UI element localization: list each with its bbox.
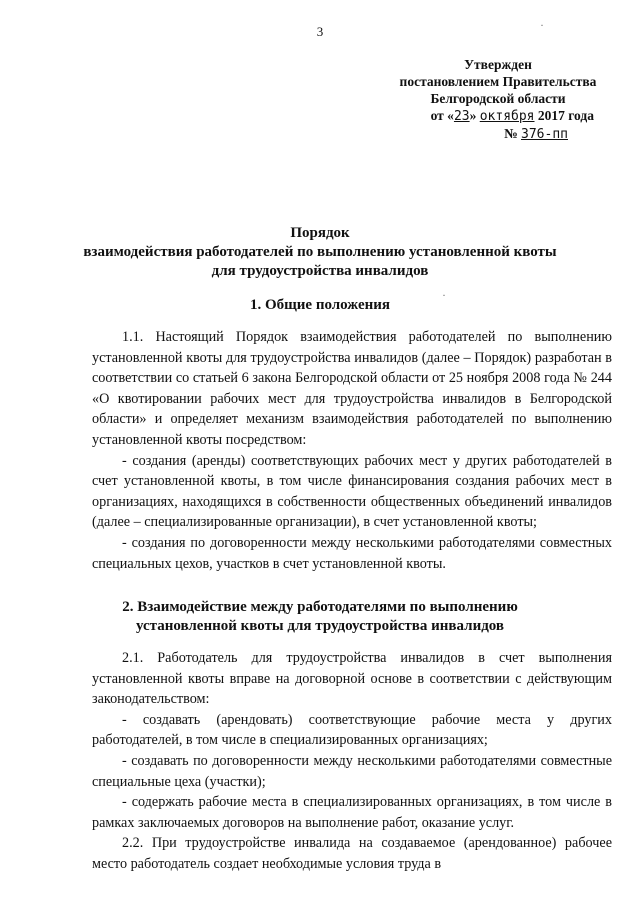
section-1-heading: 1. Общие положения <box>249 297 391 313</box>
section-1-body <box>92 327 612 574</box>
number-prefix: № <box>504 126 518 141</box>
section-2-paragraph: 2.1. Работодатель для трудоустройства инвалидов в счет выполнения установленной квоты вправе на договорной основе в соответствии с действующим законодательством: <box>92 650 612 708</box>
approval-line-1: Утвержден <box>464 57 532 72</box>
date-year: 2017 года <box>537 108 594 123</box>
approval-block <box>378 56 618 143</box>
section-2-list-item: - создавать (арендовать) соответствующие рабочие места у других работодателей, в том числе в специализированных организациях; <box>92 711 612 749</box>
section-2-heading <box>0 598 640 636</box>
approval-line-2: постановлением Правительства <box>399 74 597 89</box>
document-title <box>0 224 640 281</box>
section-2-body <box>92 648 612 875</box>
approval-number <box>378 125 618 143</box>
date-mid: » <box>469 108 477 123</box>
title-line-1: Порядок <box>290 225 350 241</box>
approval-date <box>378 107 618 125</box>
scan-speck: · <box>540 18 544 32</box>
date-month: октября <box>479 109 535 124</box>
approval-line-3: Белгородской области <box>430 91 566 106</box>
section-2-list-item: - создавать по договоренности между несколькими работодателями совместные специальные цеха (участки); <box>92 752 612 790</box>
date-day: 23 <box>453 109 470 124</box>
scan-speck: · <box>442 288 446 302</box>
section-1-list-item: - создания по договоренности между несколькими работодателями совместных специальных цехов, участков в счет установленной квоты. <box>92 534 612 572</box>
section-2-heading-line-1: 2. Взаимодействие между работодателями по выполнению <box>122 599 518 615</box>
page-number: 3 <box>316 24 324 39</box>
section-2-heading-line-2: установленной квоты для трудоустройства инвалидов <box>135 618 505 634</box>
date-prefix: от « <box>430 108 454 123</box>
section-2-list-item: - содержать рабочие места в специализированных организациях, в том числе в рамках заключаемых договоров на выполнение работ, оказание услуг. <box>92 794 612 831</box>
section-2-paragraph: 2.2. При трудоустройстве инвалида на создаваемое (арендованное) рабочее место работодатель создает необходимые условия труда в <box>92 835 612 872</box>
number-value: 376-пп <box>521 127 568 142</box>
section-1-list-item: - создания (аренды) соответствующих рабочих мест у других работодателей в счет установленной квоты, в том числе финансирования создания рабочих мест в организациях, находящихся в собственности общественных объединений инвалидов (далее – специализированные организации), в счет установленной квоты; <box>92 452 612 531</box>
section-1-paragraph: 1.1. Настоящий Порядок взаимодействия работодателей по выполнению установленной квоты для трудоустройства инвалидов (далее – Порядок) разработан в соответствии со статьей 6 закона Белгородской области от 25 ноября 2008 года № 244 «О квотировании рабочих мест для трудоустройства инвалидов в Белгородской области» и определяет механизм взаимодействия работодателей по выполнению установленной квоты посредством: <box>92 329 612 448</box>
title-line-3: для трудоустройства инвалидов <box>211 263 429 279</box>
title-line-2: взаимодействия работодателей по выполнению установленной квоты <box>83 244 557 260</box>
